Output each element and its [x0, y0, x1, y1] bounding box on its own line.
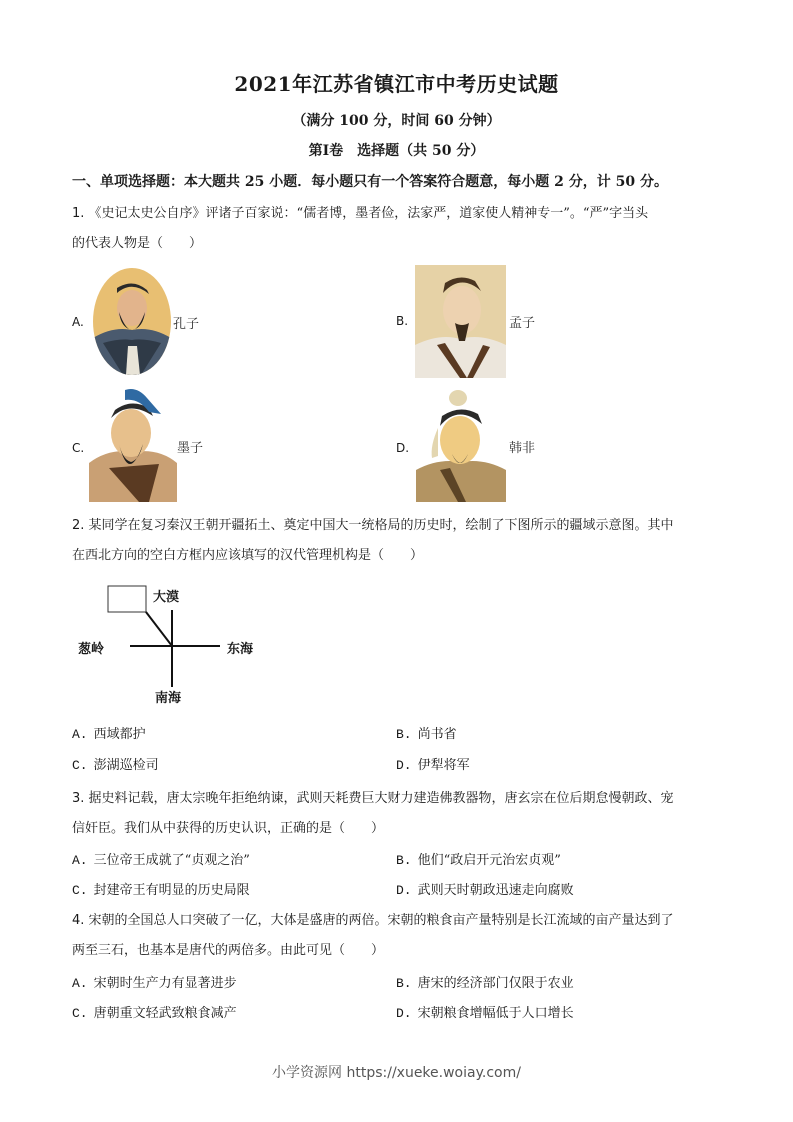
option-a[interactable]: A. 孔子: [72, 265, 372, 377]
question-3-line1: 3. 据史料记载，唐太宗晚年拒绝纳谏，武则天耗费巨大财力建造佛教器物，唐玄宗在位后期怠慢朝政、宠: [72, 791, 674, 806]
question-3-line2: 信奸臣。我们从中获得的历史认识，正确的是（ ）: [72, 821, 385, 836]
exam-subtitle: （满分 100 分，时间 60 分钟）: [292, 113, 501, 129]
section-heading: 一、单项选择题：本大题共 25 小题．每小题只有一个答案符合题意，每小题 2 分，计 50 分。: [72, 174, 668, 190]
confucius-portrait-image: [93, 268, 171, 375]
question-2: [72, 511, 724, 571]
q4-option-b[interactable]: B. 唐宋的经济部门仅限于农业: [396, 976, 574, 991]
territory-diagram: [75, 582, 275, 707]
q4-option-c[interactable]: C. 唐朝重文轻武致粮食减产: [72, 1006, 237, 1021]
label-north: 大漠: [153, 590, 180, 605]
q3-option-d[interactable]: D. 武则天时朝政迅速走向腐败: [396, 883, 574, 898]
blank-answer-box: [108, 586, 146, 612]
q2-option-b[interactable]: B. 尚书省: [396, 727, 457, 742]
mencius-portrait-image: [415, 265, 506, 378]
q3-option-c[interactable]: C. 封建帝王有明显的历史局限: [72, 883, 250, 898]
mozi-portrait-image: [89, 388, 177, 502]
question-3: [72, 784, 724, 844]
footer-watermark: 小学资源网 https://xueke.woiay.com/: [272, 1065, 521, 1081]
q4-option-a[interactable]: A. 宋朝时生产力有显著进步: [72, 976, 237, 991]
q3-option-b[interactable]: B. 他们“政启开元治宏贞观”: [396, 853, 561, 868]
part-heading: 第Ⅰ卷 选择题（共 50 分）: [308, 143, 485, 159]
question-4-line1: 4. 宋朝的全国总人口突破了一亿，大体是盛唐的两倍。宋朝的粮食亩产量特别是长江流域的亩产量达到了: [72, 913, 674, 928]
option-d[interactable]: D. 韩非: [396, 386, 696, 504]
question-2-line2: 在西北方向的空白方框内应该填写的汉代管理机构是（ ）: [72, 548, 424, 563]
q4-option-d[interactable]: D. 宋朝粮食增幅低于人口增长: [396, 1006, 574, 1021]
question-4: [72, 906, 724, 966]
q2-option-a[interactable]: A. 西域都护: [72, 727, 146, 742]
question-1-line2: 的代表人物是（ ）: [72, 236, 203, 251]
hanfei-portrait-image: [416, 388, 506, 502]
question-2-line1: 2. 某同学在复习秦汉王朝开疆拓土、奠定中国大一统格局的历史时，绘制了下图所示的疆域示意图。其中: [72, 518, 674, 533]
q2-option-c[interactable]: C. 澎湖巡检司: [72, 758, 159, 773]
option-b[interactable]: B. 孟子: [396, 262, 696, 378]
option-c[interactable]: C. 墨子: [72, 386, 372, 504]
question-1-line1: 1. 《史记太史公自序》评诸子百家说：“儒者博，墨者俭，法家严，道家使人精神专一”。“严”字当头: [72, 206, 649, 221]
exam-title: 2021年江苏省镇江市中考历史试题: [234, 72, 559, 96]
question-4-line2: 两至三石，也基本是唐代的两倍多。由此可见（ ）: [72, 943, 385, 958]
label-south: 南海: [155, 691, 182, 706]
label-west: 葱岭: [78, 642, 105, 657]
label-east: 东海: [227, 642, 254, 657]
q3-option-a[interactable]: A. 三位帝王成就了“贞观之治”: [72, 853, 250, 868]
question-1: [72, 199, 724, 259]
q2-option-d[interactable]: D. 伊犁将军: [396, 758, 470, 773]
